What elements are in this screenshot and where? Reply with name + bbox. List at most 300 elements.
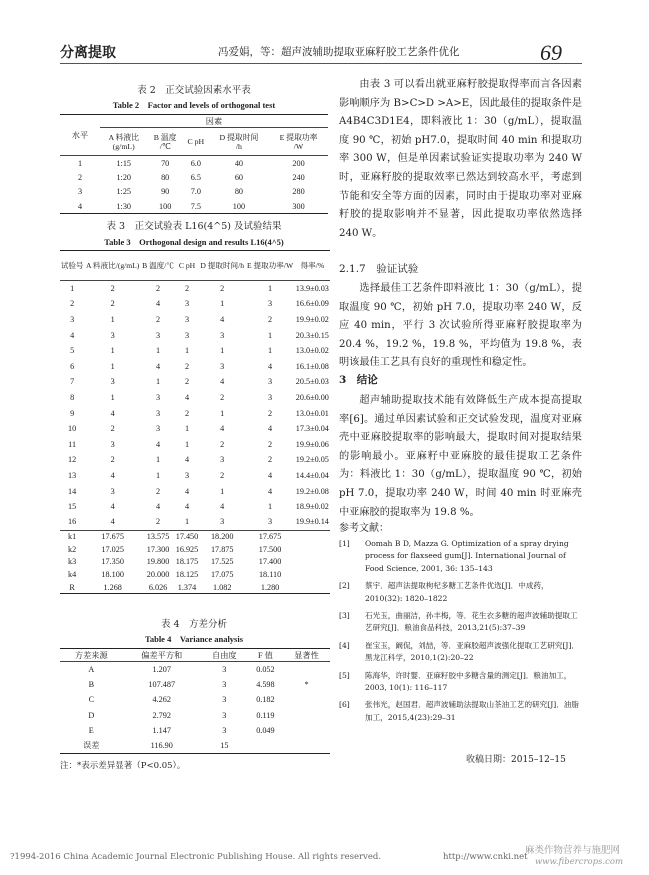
table3-cell: 4 — [70, 330, 75, 340]
table3-cell: 4 — [110, 408, 115, 418]
table4-row — [60, 662, 330, 677]
table3-col-header: D 提取时间/h — [200, 261, 245, 270]
table3-cell: 2 — [220, 439, 225, 449]
table3-cell: 2 — [110, 299, 115, 309]
table2-row — [60, 199, 328, 214]
table3-cell: 2 — [184, 408, 190, 418]
table3-cell: 12 — [68, 455, 77, 465]
table2-col-header — [209, 128, 269, 156]
table3-cell: 1 — [268, 346, 273, 356]
table4-row — [60, 677, 330, 692]
table3-row — [60, 452, 330, 468]
reference-item — [339, 580, 582, 605]
table3-cell: 3 — [110, 439, 115, 449]
table4-cell: 15 — [220, 740, 229, 750]
table3-cell: 11 — [68, 439, 77, 449]
table4-caption-en: Table 4 Variance analysis — [144, 634, 244, 644]
table3-cell: 13.0±0.02 — [295, 346, 329, 356]
table3-cell: 15 — [68, 502, 77, 512]
table3-k-cell: 17.300 — [146, 544, 170, 554]
table4-cell: 4.598 — [256, 679, 275, 689]
table2-cell: 80 — [234, 187, 244, 197]
table3-cell: 13.0±0.01 — [295, 408, 329, 418]
table3-col-header: 得率/% — [300, 261, 325, 270]
table3-k-cell: 17.350 — [101, 557, 124, 567]
table3-caption-cn: 表 3 正交试验表 L16(4^5) 及试验结果 — [106, 221, 282, 232]
table4-cell: 3 — [222, 695, 227, 705]
table3-cell: 3 — [155, 424, 161, 434]
table3-cell: 3 — [155, 330, 161, 340]
table3-cell: 4 — [268, 486, 273, 496]
table2-cell: 100 — [159, 201, 172, 211]
table3-cell: 2 — [155, 284, 161, 294]
table3-k-cell: 17.075 — [210, 570, 234, 580]
table2-row — [60, 185, 328, 200]
table4-row — [60, 692, 330, 707]
table2-cell: 200 — [292, 158, 305, 168]
table3-cell: 1 — [220, 299, 225, 309]
table2-col-header-unit: /h — [235, 141, 242, 151]
table3-cell: 19.9±0.14 — [295, 517, 329, 527]
table3-cell: 4 — [220, 502, 225, 512]
table3-k-cell: 1.374 — [177, 582, 197, 592]
table3-cell: 1 — [268, 284, 273, 294]
table3-cell: 1 — [155, 377, 161, 387]
table4-cell: 误差 — [83, 740, 100, 750]
table3-k-cell: k2 — [68, 544, 77, 554]
table2-col-header-unit: /W — [293, 141, 304, 151]
table3-cell: 1 — [220, 408, 225, 418]
table4-col-header: 自由度 — [212, 650, 237, 660]
table4-cell: * — [304, 679, 309, 689]
reference-text: 崔宝玉，阚侃，刘喆，等．亚麻胶超声波强化提取工艺研究[J]．黑龙江科学，2010,1(2):20–22 — [365, 640, 579, 663]
table3-cell: 1 — [268, 502, 273, 512]
table3-k-cell — [295, 568, 330, 581]
table2-col-header-unit: /℃ — [159, 141, 171, 151]
body-paragraph-3: 超声辅助提取技术能有效降低生产成本提高提取率[6]。通过单因素试验和正交试验发现，温度对亚麻壳中亚麻胶提取率的影响最大，提取时间对提取结果的影响最小。亚麻籽中亚麻胶的最佳提取工艺条件为：料液比 1：30（g/mL），提取温度 90 ℃，初始 pH 7.0，提取功率 240 W，时间 40 min 时亚麻壳中亚麻胶的提取率为 19.8 %。 — [339, 395, 582, 518]
table3-col-header: E 提取功率/W — [246, 261, 294, 270]
table3-cell: 2 — [184, 284, 190, 294]
table3-row — [60, 436, 330, 452]
table3-col-header: C pH — [178, 261, 196, 270]
table3-cell: 1 — [184, 346, 190, 356]
table4-row — [60, 723, 330, 738]
table2-caption-en: Table 2 Factor and levels of orthogonal test — [112, 100, 276, 110]
table3-cell: 2 — [220, 284, 225, 294]
table3-cell: 16.1±0.08 — [295, 361, 329, 371]
table3-cell: 9 — [70, 408, 75, 418]
reference-text: 张伟光，赵国君．超声波辅助法提取山茶油工艺的研究[J]．油脂加工，2015,4(23):29–31 — [365, 700, 579, 722]
table4-cell: D — [88, 710, 95, 720]
reference-text: Oomah B D, Mazza G. Optimization of a spray drying process for flaxseed gum[J]. International Journal of Food Science, 2001, 36: 135–143 — [365, 539, 569, 573]
header-rule — [60, 63, 582, 64]
reference-item — [339, 699, 582, 724]
table3-cell: 2 — [70, 299, 75, 309]
table3-cell: 19.9±0.06 — [295, 439, 329, 449]
table3-k-cell: 17.675 — [258, 532, 282, 542]
table3-k-cell: 18.125 — [175, 570, 199, 580]
table3-k-cell: 19.800 — [146, 557, 170, 567]
table3-cell: 2 — [268, 314, 273, 324]
table3-cell: 14.4±0.04 — [295, 470, 329, 480]
table3-k-cell: 1.082 — [213, 582, 232, 592]
table4-row — [60, 707, 330, 722]
table3-row — [60, 312, 330, 328]
table3-cell: 1 — [110, 392, 115, 402]
table3-cell: 3 — [268, 517, 273, 527]
table4-cell: 107.487 — [148, 679, 176, 689]
table3-cell: 4 — [220, 424, 225, 434]
table2-cell: 90 — [161, 187, 170, 197]
table3-k-cell — [295, 543, 330, 556]
table3-k-cell — [295, 556, 330, 569]
table4-cell: 1.147 — [152, 725, 171, 735]
table4 — [60, 648, 330, 754]
table3-row — [60, 296, 330, 312]
table3-cell: 3 — [268, 392, 273, 402]
table4-cell: 4.262 — [152, 695, 171, 705]
table2-cell: 40 — [234, 158, 244, 168]
table4-cell: 0.182 — [256, 695, 275, 705]
table4-col-header: 方差来源 — [74, 650, 108, 660]
table4-cell: 3 — [222, 710, 227, 720]
reference-number: [2] — [339, 581, 350, 591]
table3-col-header: A 料液比/(g/mL) — [85, 261, 140, 270]
table3-cell: 18.9±0.02 — [295, 502, 329, 512]
table3-cell: 2 — [268, 408, 273, 418]
table3-cell: 19.2±0.08 — [295, 486, 329, 496]
table3-cell: 3 — [220, 330, 225, 340]
table3-cell: 1 — [220, 486, 225, 496]
received-date: 收稿日期：2015–12–15 — [466, 755, 566, 765]
reference-number: [3] — [339, 611, 350, 621]
table2-cell: 300 — [292, 201, 305, 211]
table4-cell: C — [88, 695, 95, 705]
table3-cell: 1 — [220, 346, 225, 356]
table3-k-cell — [295, 581, 330, 594]
table2-cell: 100 — [232, 201, 246, 211]
table3-cell: 1 — [155, 470, 161, 480]
table2-col-header — [147, 128, 182, 156]
table2-cell: 1:15 — [116, 158, 132, 168]
table2-cell: 3 — [77, 187, 83, 197]
table4-cell — [283, 707, 330, 722]
table4-cell — [283, 738, 330, 753]
table4-cell — [248, 738, 283, 753]
section-3-heading: 3 结论 — [339, 374, 378, 386]
table3-cell: 5 — [70, 346, 75, 356]
table3-cell: 4 — [110, 470, 115, 480]
table3-cell: 4 — [220, 314, 225, 324]
table3-cell: 4 — [268, 424, 273, 434]
table3-row — [60, 281, 330, 297]
table3-cell: 13.9±0.03 — [295, 284, 329, 294]
table3-cell: 20.6±0.00 — [295, 392, 329, 402]
table3-cell: 2 — [220, 470, 225, 480]
table3-k-cell: 18.100 — [101, 570, 124, 580]
reference-item — [339, 610, 582, 635]
table3-row — [60, 514, 330, 530]
table3-k-cell: k3 — [68, 557, 77, 567]
copyright-line: ?1994-2016 China Academic Journal Electronic Publishing House. All rights reserved. — [10, 852, 382, 862]
table3-cell: 3 — [110, 377, 115, 387]
table3-cell: 4 — [184, 502, 190, 512]
table3-cell: 1 — [184, 439, 190, 449]
table3-cell: 2 — [268, 439, 273, 449]
table3-cell: 1 — [184, 424, 190, 434]
table3-k-cell: k4 — [68, 570, 77, 580]
table3-row — [60, 483, 330, 499]
table3-cell: 4 — [184, 455, 190, 465]
table2-cell: 80 — [161, 172, 170, 182]
table3-cell: 4 — [268, 470, 273, 480]
table3-k-cell: 1.280 — [260, 582, 280, 592]
table3-cell: 1 — [110, 361, 115, 371]
table3-k-cell: 18.110 — [258, 570, 282, 580]
table3-k-cell: 17.025 — [101, 544, 124, 554]
table2-cell: 60 — [234, 172, 244, 182]
table3-k-cell — [295, 530, 330, 543]
cnki-link[interactable]: http://www.cnki.net — [443, 852, 528, 862]
table3-cell: 16 — [68, 517, 77, 527]
table2-col-header-text: A 料液比 — [108, 132, 140, 142]
table3-row — [60, 327, 330, 343]
table2-col-header-unit: (g/mL) — [112, 141, 135, 151]
table2-cell: 7.5 — [190, 201, 201, 211]
body-paragraph-2: 选择最佳工艺条件即料液比 1：30（g/mL），提取温度 90 ℃，初始 pH 7.0，提取功率 240 W，反应 40 min，平行 3 次试验所得亚麻籽胶提取率为 20.4 %，19.2 %，19.8 %，平均值为 19.8 %，表明该最佳工艺具有良好的重现性和稳定性。 — [339, 283, 582, 369]
table3-k-cell: 18.200 — [210, 532, 234, 542]
table3-cell: 4 — [155, 361, 161, 371]
table3-row — [60, 405, 330, 421]
table2-cell: 4 — [77, 201, 83, 211]
table3-cell: 8 — [70, 392, 75, 402]
table4-cell: 1.207 — [152, 664, 171, 674]
table4-cell: 2.792 — [152, 710, 171, 720]
table3-cell: 4 — [155, 299, 161, 309]
table3-cell: 3 — [110, 486, 115, 496]
table2-cell: 6.5 — [190, 172, 201, 182]
table3-k-cell: k1 — [68, 532, 77, 542]
table3-k-cell: 17.450 — [175, 532, 199, 542]
reference-item — [339, 538, 582, 575]
table3 — [60, 250, 330, 594]
table3-k-cell: 17.675 — [101, 532, 124, 542]
reference-item — [339, 670, 582, 695]
table4-col-header: F 值 — [258, 650, 273, 660]
table3-cell: 19.2±0.05 — [295, 455, 329, 465]
table2-col-header — [269, 128, 328, 156]
table4-cell: B — [88, 679, 95, 689]
references-heading: 参考文献： — [339, 523, 389, 534]
table2-cell: 7.0 — [190, 187, 201, 197]
table3-cell: 3 — [155, 392, 161, 402]
table2-col-header-text: C pH — [187, 137, 205, 146]
table3-cell: 1 — [70, 284, 75, 294]
table3-cell: 2 — [110, 284, 115, 294]
table3-cell: 1 — [268, 330, 273, 340]
table3-cell: 10 — [68, 424, 77, 434]
body-paragraph-1: 由表 3 可以看出就亚麻籽胶提取得率而言各因素影响顺序为 B>C>D >A>E，因此最佳的提取条件是 A4B4C3D1E4，即料液比 1：30（g/mL），提取温度 90 ℃，初始 pH7.0，提取时间 40 min 和提取功率 300 W，但是单因素试验证实提取功率为 240 W 时，亚麻籽胶的提取效率已然达到较高水平，考虑到节能和安全等方面的因素，同时由于提取功率对亚麻籽胶的提取影响并不显著，因此提取功率依然选择 240 W。 — [339, 79, 582, 239]
table2-group-header: 因素 — [100, 115, 328, 128]
table3-cell: 1 — [155, 346, 161, 356]
table3-cell: 3 — [220, 361, 225, 371]
table2-cell: 280 — [292, 187, 305, 197]
table3-k-cell: 17.875 — [210, 544, 234, 554]
table3-row — [60, 499, 330, 515]
table3-cell: 3 — [110, 330, 115, 340]
table3-k-row — [60, 556, 330, 569]
table3-k-cell: 20.000 — [146, 570, 170, 580]
table3-cell: 4 — [220, 377, 225, 387]
table3-cell: 2 — [155, 486, 161, 496]
table4-cell: 0.052 — [256, 664, 275, 674]
table2-row — [60, 156, 328, 171]
watermark-url: www.fibercrops.com — [535, 857, 624, 867]
table3-k-cell: 17.400 — [258, 557, 282, 567]
table2-col-header-text: B 温度 — [153, 132, 177, 142]
watermark-text: 麻类作物营养与施肥网 — [525, 845, 621, 856]
table4-cell — [283, 723, 330, 738]
table3-cell: 3 — [70, 314, 75, 324]
table3-k-cell: 1.268 — [103, 582, 122, 592]
table2-cell: 1 — [77, 158, 83, 168]
page-number: 69 — [540, 40, 562, 65]
table2-cell: 1:30 — [116, 201, 132, 211]
table3-cell: 3 — [268, 377, 273, 387]
table2-cell: 1:20 — [116, 172, 132, 182]
table3-k-cell: 18.175 — [175, 557, 199, 567]
table3-cell: 4 — [155, 439, 161, 449]
reference-text: 陈海华，许时婴．亚麻籽胶中多糖含量的测定[J]．粮油加工，2003, 10(1): 116–117 — [365, 670, 572, 693]
table3-cell: 3 — [220, 517, 225, 527]
table3-k-cell: R — [69, 582, 75, 592]
table2-cell: 70 — [161, 158, 170, 168]
table4-cell: 3 — [222, 725, 227, 735]
table3-cell: 2 — [110, 424, 115, 434]
table3-cell: 2 — [220, 392, 225, 402]
reference-number: [1] — [339, 539, 350, 548]
table3-cell: 13 — [68, 470, 77, 480]
table4-cell — [283, 692, 330, 707]
table3-cell: 20.3±0.15 — [295, 330, 329, 340]
table2-cell: 2 — [77, 172, 83, 182]
table3-cell: 3 — [220, 455, 225, 465]
table2-col-header-text: D 提取时间 — [219, 132, 259, 142]
table3-row — [60, 343, 330, 359]
reference-list — [339, 538, 582, 729]
journal-section-label: 分离提取 — [60, 45, 116, 61]
table3-cell: 4 — [184, 392, 190, 402]
table3-row — [60, 358, 330, 374]
table2-col-header — [100, 128, 147, 156]
table3-k-row — [60, 581, 330, 594]
table3-cell: 2 — [110, 455, 115, 465]
table3-cell: 19.9±0.02 — [295, 314, 329, 324]
table4-row — [60, 738, 330, 753]
table4-cell: 3 — [222, 664, 227, 674]
table4-note: 注：*表示差异显著（P<0.05）。 — [60, 761, 186, 771]
running-title: 冯爱娟，等：超声波辅助提取亚麻籽胶工艺条件优化 — [218, 46, 460, 58]
table3-cell: 4 — [155, 502, 161, 512]
table2 — [60, 114, 328, 214]
table2-col-header-text: E 提取功率 — [279, 132, 318, 142]
table3-row — [60, 421, 330, 437]
table3-cell: 2 — [155, 517, 161, 527]
table4-caption-cn: 表 4 方差分析 — [160, 619, 228, 630]
table3-cell: 1 — [110, 314, 115, 324]
table3-k-cell: 6.026 — [148, 582, 168, 592]
table3-cell: 4 — [110, 502, 115, 512]
table3-cell: 4 — [184, 486, 190, 496]
table3-cell: 2 — [184, 361, 190, 371]
table3-k-row — [60, 543, 330, 556]
table3-cell: 3 — [184, 470, 190, 480]
table3-k-cell: 13.575 — [146, 532, 170, 542]
table3-cell: 1 — [110, 346, 115, 356]
table4-cell: E — [88, 725, 94, 735]
reference-number: [4] — [339, 640, 350, 650]
table3-cell: 1 — [155, 455, 161, 465]
table2-cell: 240 — [292, 172, 305, 182]
table3-k-cell: 16.925 — [175, 544, 199, 554]
table4-cell: 0.119 — [256, 710, 275, 720]
table3-cell: 20.5±0.03 — [295, 377, 329, 387]
table3-cell: 1 — [184, 517, 190, 527]
table4-col-header: 偏差平方和 — [141, 650, 183, 660]
table3-cell: 4 — [110, 517, 115, 527]
table3-cell: 4 — [268, 361, 273, 371]
reference-item — [339, 640, 582, 665]
table3-cell: 17.3±0.04 — [295, 424, 329, 434]
table3-cell: 3 — [184, 299, 190, 309]
table2-caption-cn: 表 2 正交试验因素水平表 — [137, 85, 251, 96]
table3-k-row — [60, 530, 330, 543]
reference-text: 蔡宇．超声法提取枸杞多糖工艺条件优选[J]．中成药，2010(32): 1820–1822 — [365, 581, 549, 603]
table3-cell: 3 — [155, 408, 161, 418]
table3-col-header: 试验号 — [60, 261, 84, 270]
table3-cell: 2 — [268, 455, 273, 465]
table3-cell: 2 — [184, 377, 190, 387]
section-2-1-7-heading: 2.1.7 验证试验 — [339, 263, 419, 275]
reference-number: [6] — [339, 700, 350, 710]
table3-k-row — [60, 568, 330, 581]
table2-col-header — [183, 128, 209, 156]
table3-cell: 3 — [268, 299, 273, 309]
table4-cell: 0.049 — [256, 725, 275, 735]
table3-cell: 3 — [184, 314, 190, 324]
table3-k-cell: 17.500 — [258, 544, 282, 554]
table3-row — [60, 390, 330, 406]
table4-cell: 3 — [222, 679, 227, 689]
reference-text: 石光玉，曲丽洁，孙丰梅，等．花生衣多糖的超声波辅助提取工艺研究[J]．粮油食品科技，2013,21(5):37–39 — [365, 611, 578, 633]
table4-cell: A — [88, 664, 95, 674]
table4-cell — [283, 662, 330, 677]
table2-cell: 6.0 — [190, 158, 201, 168]
table3-cell: 2 — [155, 314, 161, 324]
table3-k-cell: 17.525 — [210, 557, 234, 567]
table3-row — [60, 468, 330, 484]
table3-row — [60, 374, 330, 390]
table3-cell: 7 — [70, 377, 75, 387]
table2-cell: 1:25 — [116, 187, 132, 197]
table3-cell: 14 — [68, 486, 77, 496]
table2-row — [60, 170, 328, 185]
table3-col-header: B 温度/℃ — [142, 261, 174, 270]
table3-cell: 6 — [70, 361, 75, 371]
table4-cell: 116.90 — [150, 740, 173, 750]
table2-level-header: 水平 — [71, 130, 89, 140]
table4-col-header: 显著性 — [294, 650, 319, 660]
